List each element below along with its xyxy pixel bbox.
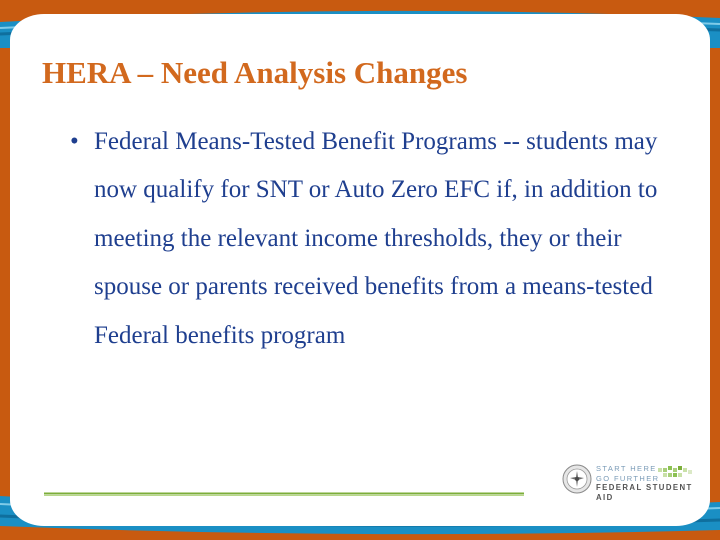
logo-pixel-graphic bbox=[658, 466, 694, 480]
logo-line-1: START HERE bbox=[596, 464, 657, 473]
logo-line-3: FEDERAL STUDENT AID bbox=[596, 483, 693, 502]
footer-divider bbox=[44, 492, 524, 497]
slide-title: HERA – Need Analysis Changes bbox=[42, 55, 468, 90]
bullet-icon: • bbox=[70, 128, 79, 155]
page-number: 19 bbox=[680, 511, 693, 523]
bullet-list bbox=[70, 118, 670, 360]
bullet-item bbox=[70, 118, 670, 360]
federal-student-aid-logo bbox=[562, 462, 704, 502]
logo-line-2: GO FURTHER bbox=[596, 473, 660, 483]
bullet-text: Federal Means-Tested Benefit Programs -- students may now qualify for SNT or Auto Zero EFC if, in addition to meeting the relevant income thresholds, they or their spouse or parents received benefits from a means-tested Federal benefits program bbox=[94, 128, 658, 349]
department-of-education-seal-icon bbox=[562, 464, 592, 494]
